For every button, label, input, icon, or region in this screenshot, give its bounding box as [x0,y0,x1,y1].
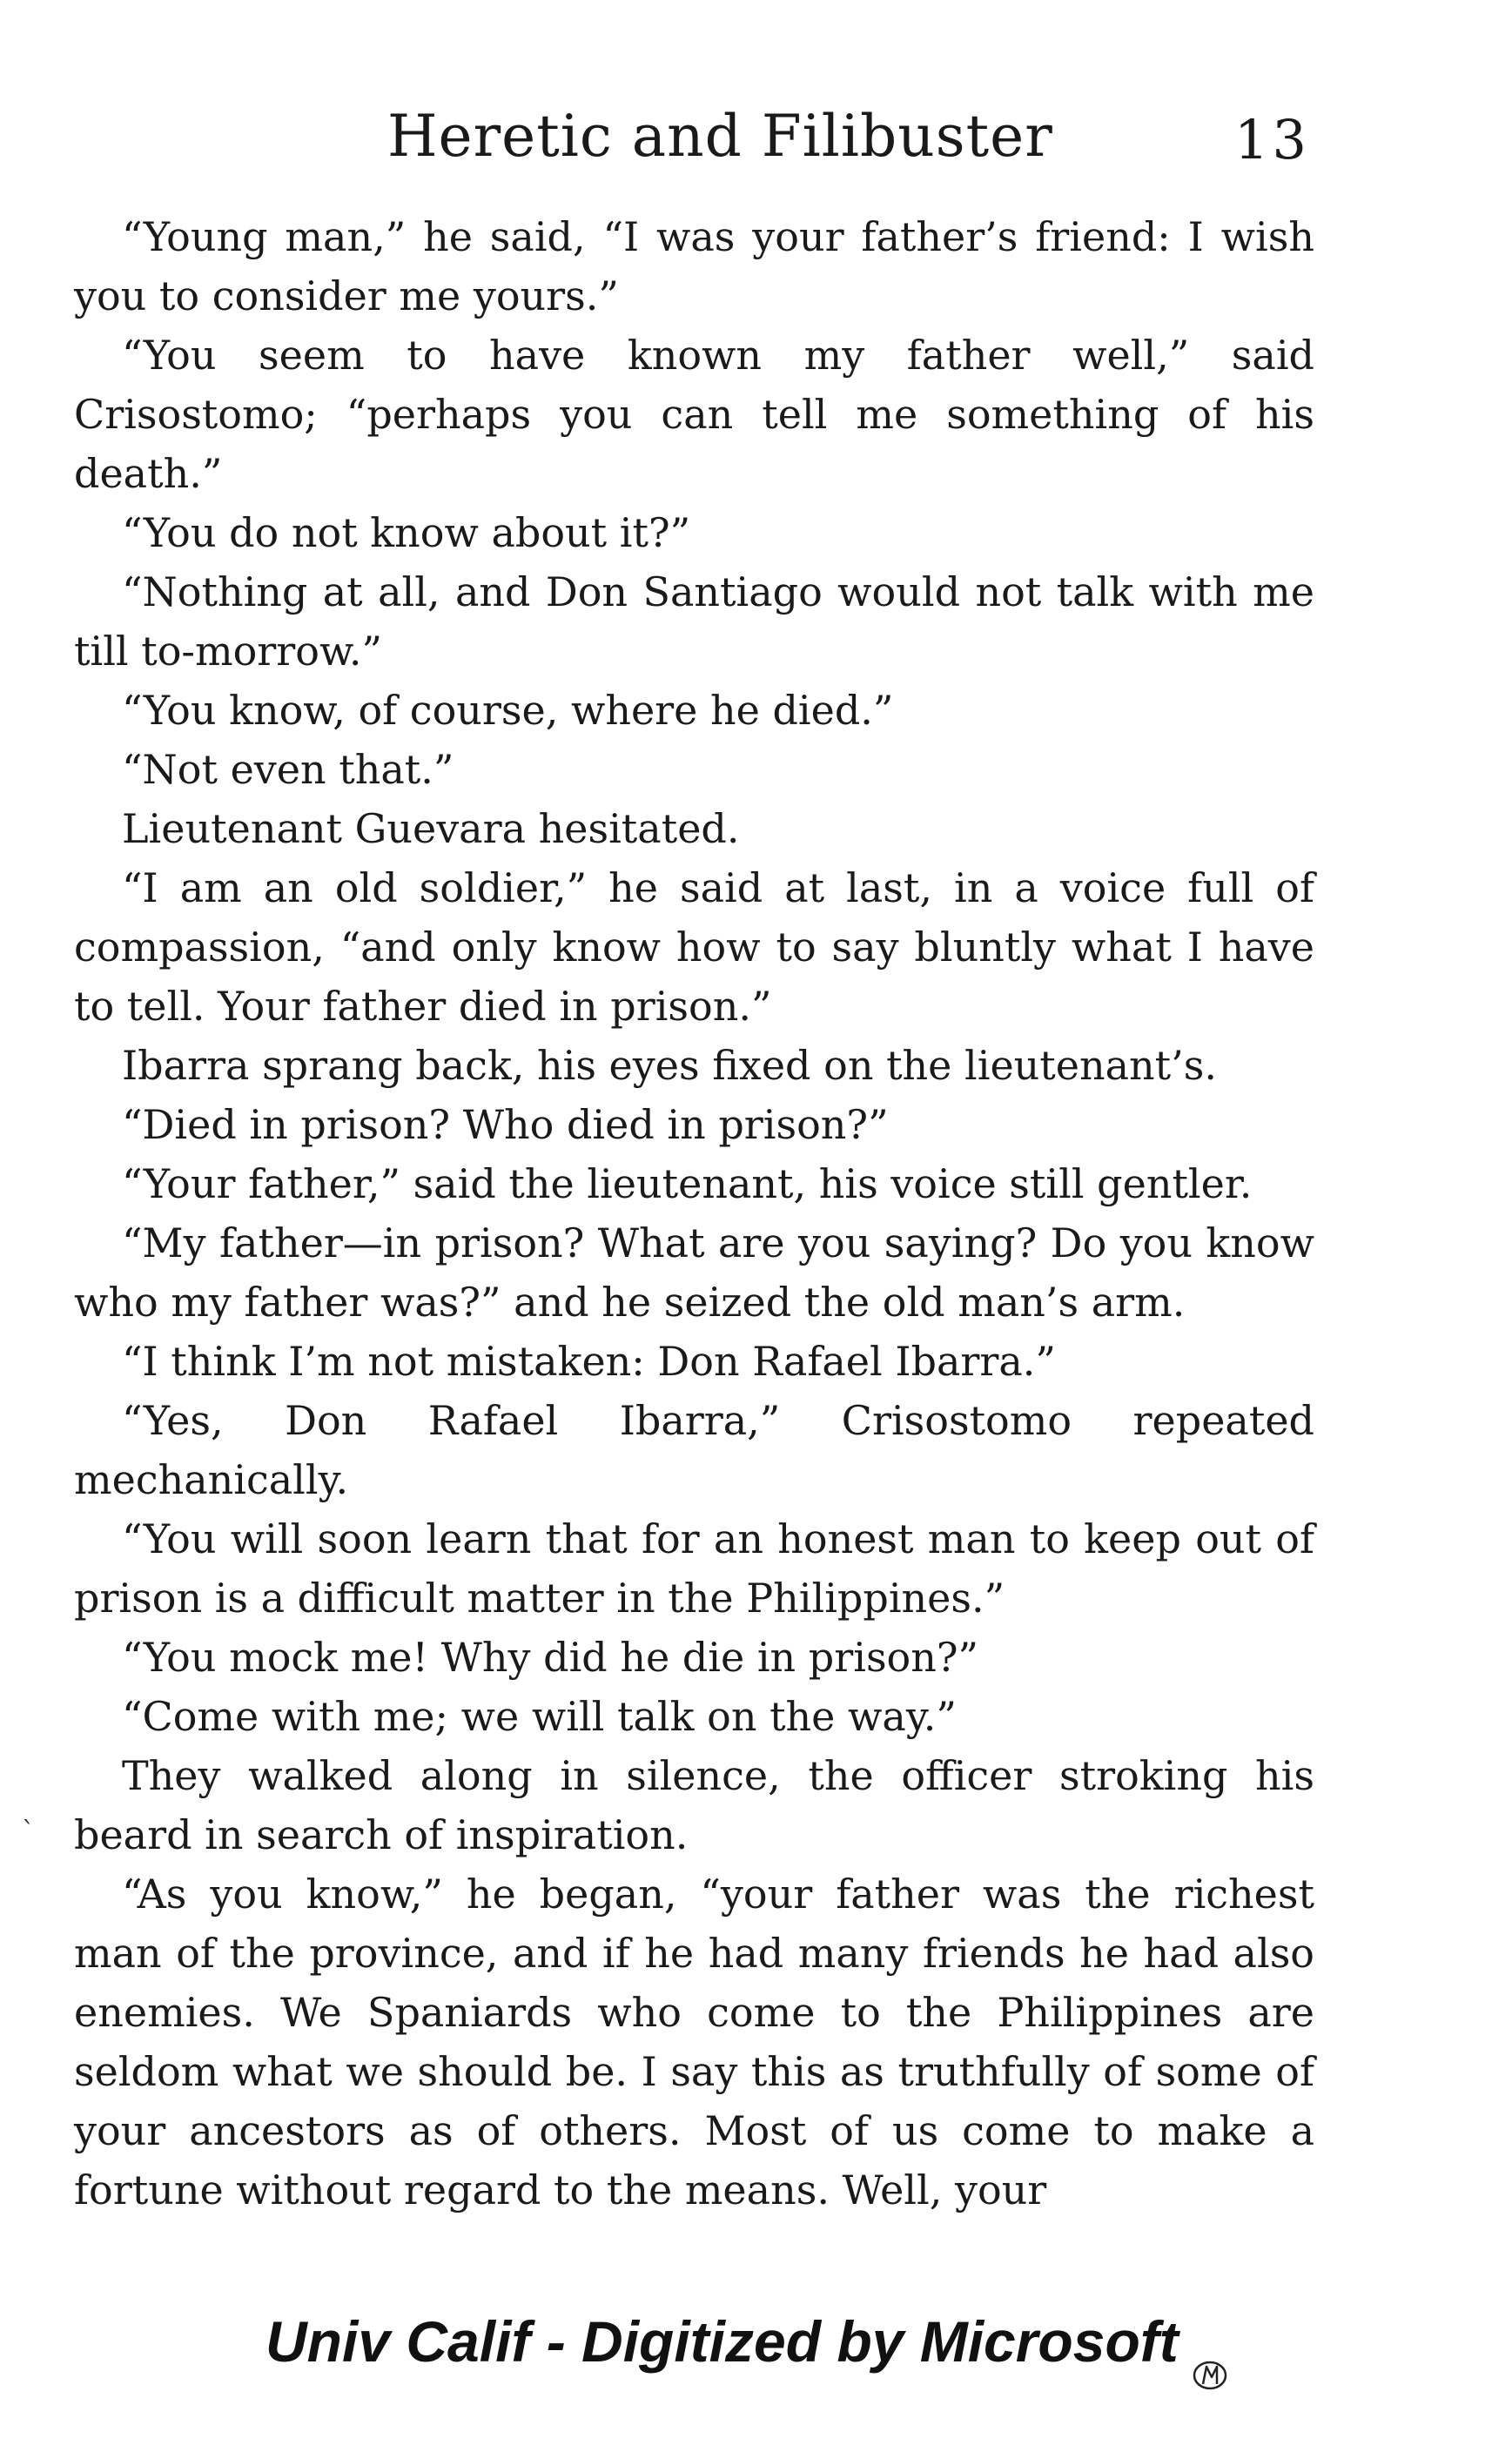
paragraph: “Not even that.” [122,746,454,793]
paragraph: “My father—in prison? What are you saying? Do you know who my father was?” and he seized the old man’s arm. [74,1219,1314,1326]
paragraph: “You know, of course, where he died.” [122,687,894,734]
microsoft-logo-icon [1191,2329,1229,2364]
margin-mark: ` [22,1817,35,1847]
paragraph: “Yes, Don Rafael Ibarra,” Crisostomo repeated mechanically. [74,1397,1314,1503]
paragraph: “Come with me; we will talk on the way.” [122,1693,957,1740]
paragraph: “You seem to have known my father well,” said Crisostomo; “perhaps you can tell me something of his death.” [74,332,1314,497]
page-header [0,97,1512,176]
paragraph: “You do not know about it?” [122,509,691,556]
paragraph: “Nothing at all, and Don Santiago would not talk with me till to-morrow.” [74,568,1314,675]
paragraph: Lieutenant Guevara hesitated. [122,805,740,852]
paragraph: “Your father,” said the lieutenant, his voice still gentler. [122,1160,1253,1207]
running-title: Heretic and Filibuster [387,103,1053,170]
page-number: 13 [1234,108,1310,171]
paragraph: “You will soon learn that for an honest man to keep out of prison is a difficult matter in the Philippines.” [74,1515,1314,1622]
paragraph: “I think I’m not mistaken: Don Rafael Ibarra.” [122,1338,1056,1385]
digitization-watermark [265,2298,1229,2385]
paragraph: They walked along in silence, the officer stroking his beard in search of inspiration. [74,1752,1314,1858]
paragraph: “As you know,” he began, “your father was the richest man of the province, and if he had many friends he had also enemies. We Spaniards who come to the Philippines are seldom what we should be. I say this as truthfully of some of your ancestors as of others. Most of us come to make a fortune without regard to the means. Well, your [74,1871,1314,2213]
watermark-text: Univ Calif - Digitized by Microsoft [265,2309,1179,2374]
paragraph: “Died in prison? Who died in prison?” [122,1101,889,1148]
page-footer [0,2298,1512,2385]
paragraph: “You mock me! Why did he die in prison?” [122,1634,979,1681]
body-text [74,207,1314,2220]
paragraph: Ibarra sprang back, his eyes fixed on the lieutenant’s. [122,1042,1218,1089]
paragraph: “I am an old soldier,” he said at last, in a voice full of compassion, “and only know how to say bluntly what I have to tell. Your father died in prison.” [74,864,1314,1030]
paragraph: “Young man,” he said, “I was your father’s friend: I wish you to consider me yours.” [74,213,1314,319]
